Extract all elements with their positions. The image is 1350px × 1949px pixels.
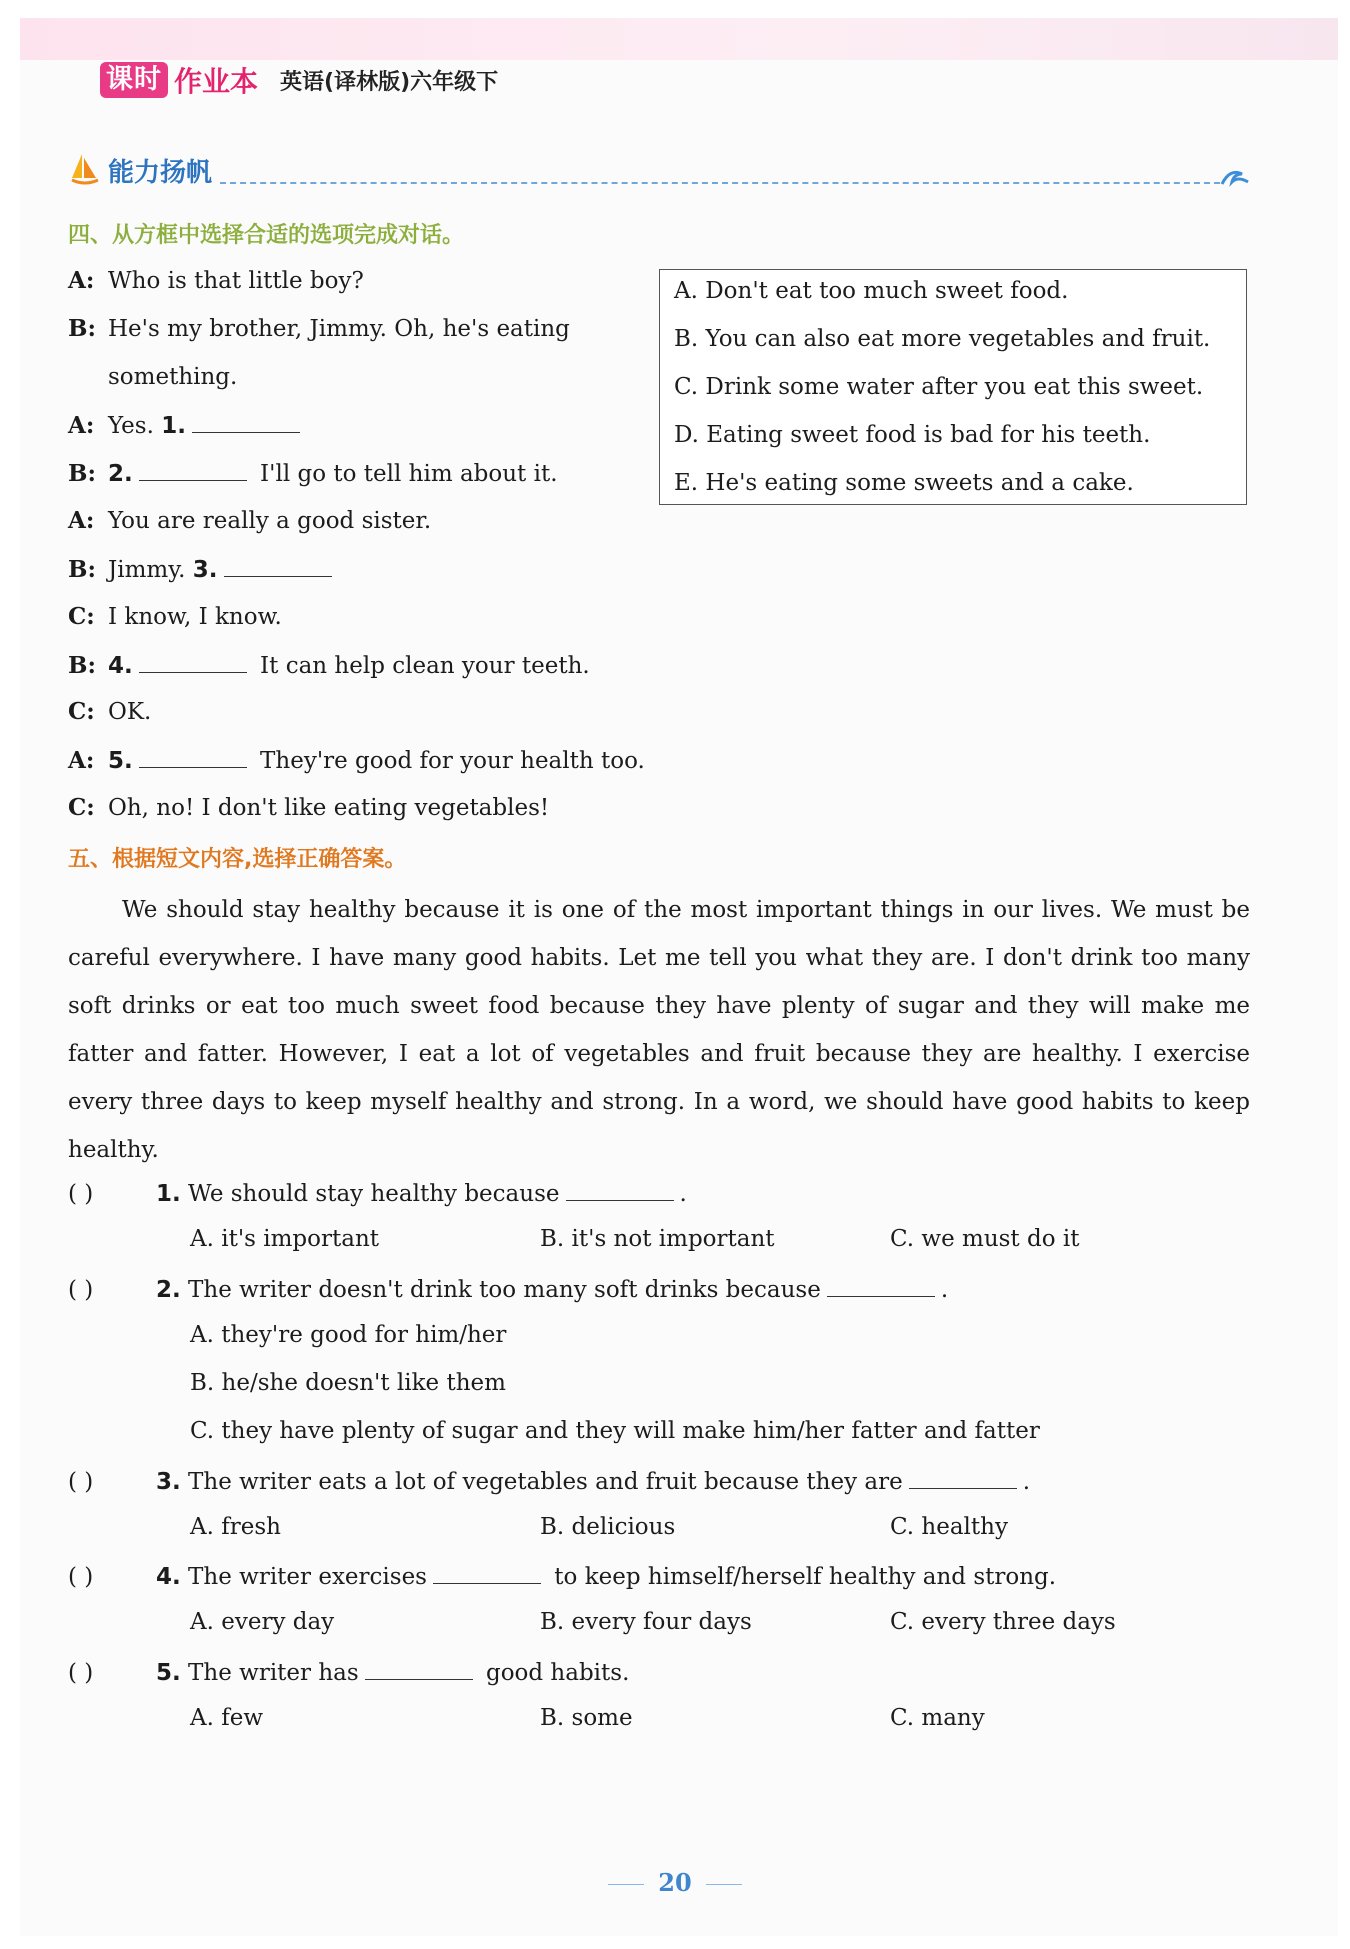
blank-number: 4. [108,653,133,679]
options-box [659,269,1247,505]
option-e: E. He's eating some sweets and a cake. [674,470,1134,496]
section-title [70,150,1250,190]
dialogue-line [68,793,549,823]
dialogue-text: Yes. [108,413,162,439]
question-text: good habits. [478,1660,630,1686]
blank-number: 3. [192,557,218,583]
speaker-label: A: [68,267,95,294]
mc-question [68,1466,1030,1495]
dialogue-line [68,745,645,776]
question-text: . [1022,1469,1031,1495]
answer-choice[interactable]: C. we must do it [890,1226,1080,1252]
speaker-label: B: [68,652,96,679]
answer-blank[interactable] [192,410,300,433]
answer-parenthesis[interactable]: ( ) [68,1660,94,1686]
option-a: A. Don't eat too much sweet food. [674,278,1069,304]
dialogue-line [68,266,364,296]
mc-question [68,1657,629,1686]
dialogue-text: It can help clean your teeth. [252,653,590,679]
speaker-label: C: [68,794,95,821]
answer-parenthesis[interactable]: ( ) [68,1469,94,1495]
question-text: . [679,1181,687,1207]
mc-question [68,1178,687,1207]
answer-choice[interactable]: C. every three days [890,1609,1116,1635]
answer-choice[interactable]: B. it's not important [540,1226,775,1252]
dialogue-text: They're good for your health too. [252,748,645,774]
question-text: The writer eats a lot of vegetables and fruit because they are [180,1469,903,1495]
answer-parenthesis[interactable]: ( ) [68,1181,94,1207]
answer-blank[interactable] [224,554,332,577]
logo-text: 作业本 [174,65,259,98]
answer-parenthesis[interactable]: ( ) [68,1277,94,1303]
answer-blank[interactable] [139,458,247,481]
dialogue-text: You are really a good sister. [108,508,432,534]
logo [100,60,258,100]
question-text: The writer doesn't drink too many soft drinks because [180,1277,821,1303]
speaker-label: A: [68,412,95,439]
question-number: 3. [156,1469,181,1495]
dialogue-line [68,314,570,344]
option-b: B. You can also eat more vegetables and fruit. [674,326,1211,352]
dashed-divider [220,182,1220,184]
dialogue-line [68,410,306,441]
dialogue-line [68,362,237,392]
question-number: 4. [156,1564,181,1590]
answer-blank[interactable] [365,1657,473,1680]
header [100,60,498,100]
speaker-label: B: [68,315,96,342]
answer-parenthesis[interactable]: ( ) [68,1564,94,1590]
dialogue-text: OK. [108,699,152,725]
speaker-label: C: [68,603,95,630]
speaker-label: B: [68,556,96,583]
answer-blank[interactable] [909,1466,1017,1489]
logo-mark: 课时 [100,62,168,98]
blank-number: 5. [108,748,133,774]
mc-question [68,1274,948,1303]
question-number: 2. [156,1277,181,1303]
dialogue-text: He's my brother, Jimmy. Oh, he's eating [108,316,570,342]
answer-choice[interactable]: B. delicious [540,1514,676,1540]
answer-choice[interactable]: C. many [890,1705,985,1731]
dialogue-line [68,697,151,727]
dialogue-text: Oh, no! I don't like eating vegetables! [108,795,550,821]
answer-blank[interactable] [827,1274,935,1297]
question-text: . [940,1277,949,1303]
section-label: 能力扬帆 [108,158,213,188]
answer-blank[interactable] [566,1178,674,1201]
dialogue-text: Jimmy. [108,557,193,583]
speaker-label: B: [68,460,96,487]
answer-choice[interactable]: B. every four days [540,1609,752,1635]
answer-blank[interactable] [139,745,247,768]
book-title: 英语(译林版)六年级下 [280,69,499,95]
speaker-label: A: [68,507,95,534]
dialogue-text: Who is that little boy? [108,268,364,294]
answer-blank[interactable] [433,1561,541,1584]
dialogue-line [68,650,590,681]
question-number: 5. [156,1660,181,1686]
answer-choice[interactable]: A. they're good for him/her [190,1322,507,1348]
sail-icon [70,152,100,186]
blank-number: 1. [161,413,186,439]
answer-choice[interactable]: B. he/she doesn't like them [190,1370,506,1396]
answer-choice[interactable]: A. few [190,1705,264,1731]
answer-choice[interactable]: A. every day [190,1609,335,1635]
dialogue-text: I'll go to tell him about it. [252,461,558,487]
dialogue-line [68,458,558,489]
wave-icon [1220,166,1250,188]
question-number: 1. [156,1181,181,1207]
question-text: to keep himself/herself healthy and strong. [546,1564,1057,1590]
q5-heading: 五、根据短文内容,选择正确答案。 [68,847,407,872]
page-footer [0,1868,1350,1897]
dialogue-text: I know, I know. [108,604,282,630]
dialogue-line [68,554,338,585]
dialogue-line [68,506,431,536]
dialogue-text: something. [108,364,238,390]
answer-choice[interactable]: C. they have plenty of sugar and they will make him/her fatter and fatter [190,1418,1040,1444]
mc-question [68,1561,1056,1590]
speaker-label: A: [68,747,95,774]
question-text: We should stay healthy because [180,1181,560,1207]
dialogue-line [68,602,282,632]
answer-choice[interactable]: A. fresh [190,1514,281,1540]
question-text: The writer has [180,1660,359,1686]
answer-blank[interactable] [139,650,247,673]
speaker-label: C: [68,698,95,725]
page-number: 20 [658,1868,692,1897]
blank-number: 2. [108,461,133,487]
q4-heading: 四、从方框中选择合适的选项完成对话。 [68,223,465,248]
top-band [20,18,1338,60]
answer-choice[interactable]: B. some [540,1705,633,1731]
reading-passage: We should stay healthy because it is one of the most important things in our lives. We must be careful everywhere. I have many good habits. Let me tell you what they are. I don't drink too many soft drinks or eat too much sweet food because they have plenty of sugar and they will make me fatter and fatter. However, I eat a lot of vegetables and fruit because they are healthy. I exercise every three days to keep myself healthy and strong. In a word, we should have good habits to keep healthy. [68,897,1250,1163]
option-c: C. Drink some water after you eat this sweet. [674,374,1204,400]
answer-choice[interactable]: A. it's important [190,1226,380,1252]
answer-choice[interactable]: C. healthy [890,1514,1008,1540]
question-text: The writer exercises [180,1564,427,1590]
option-d: D. Eating sweet food is bad for his teeth. [674,422,1151,448]
